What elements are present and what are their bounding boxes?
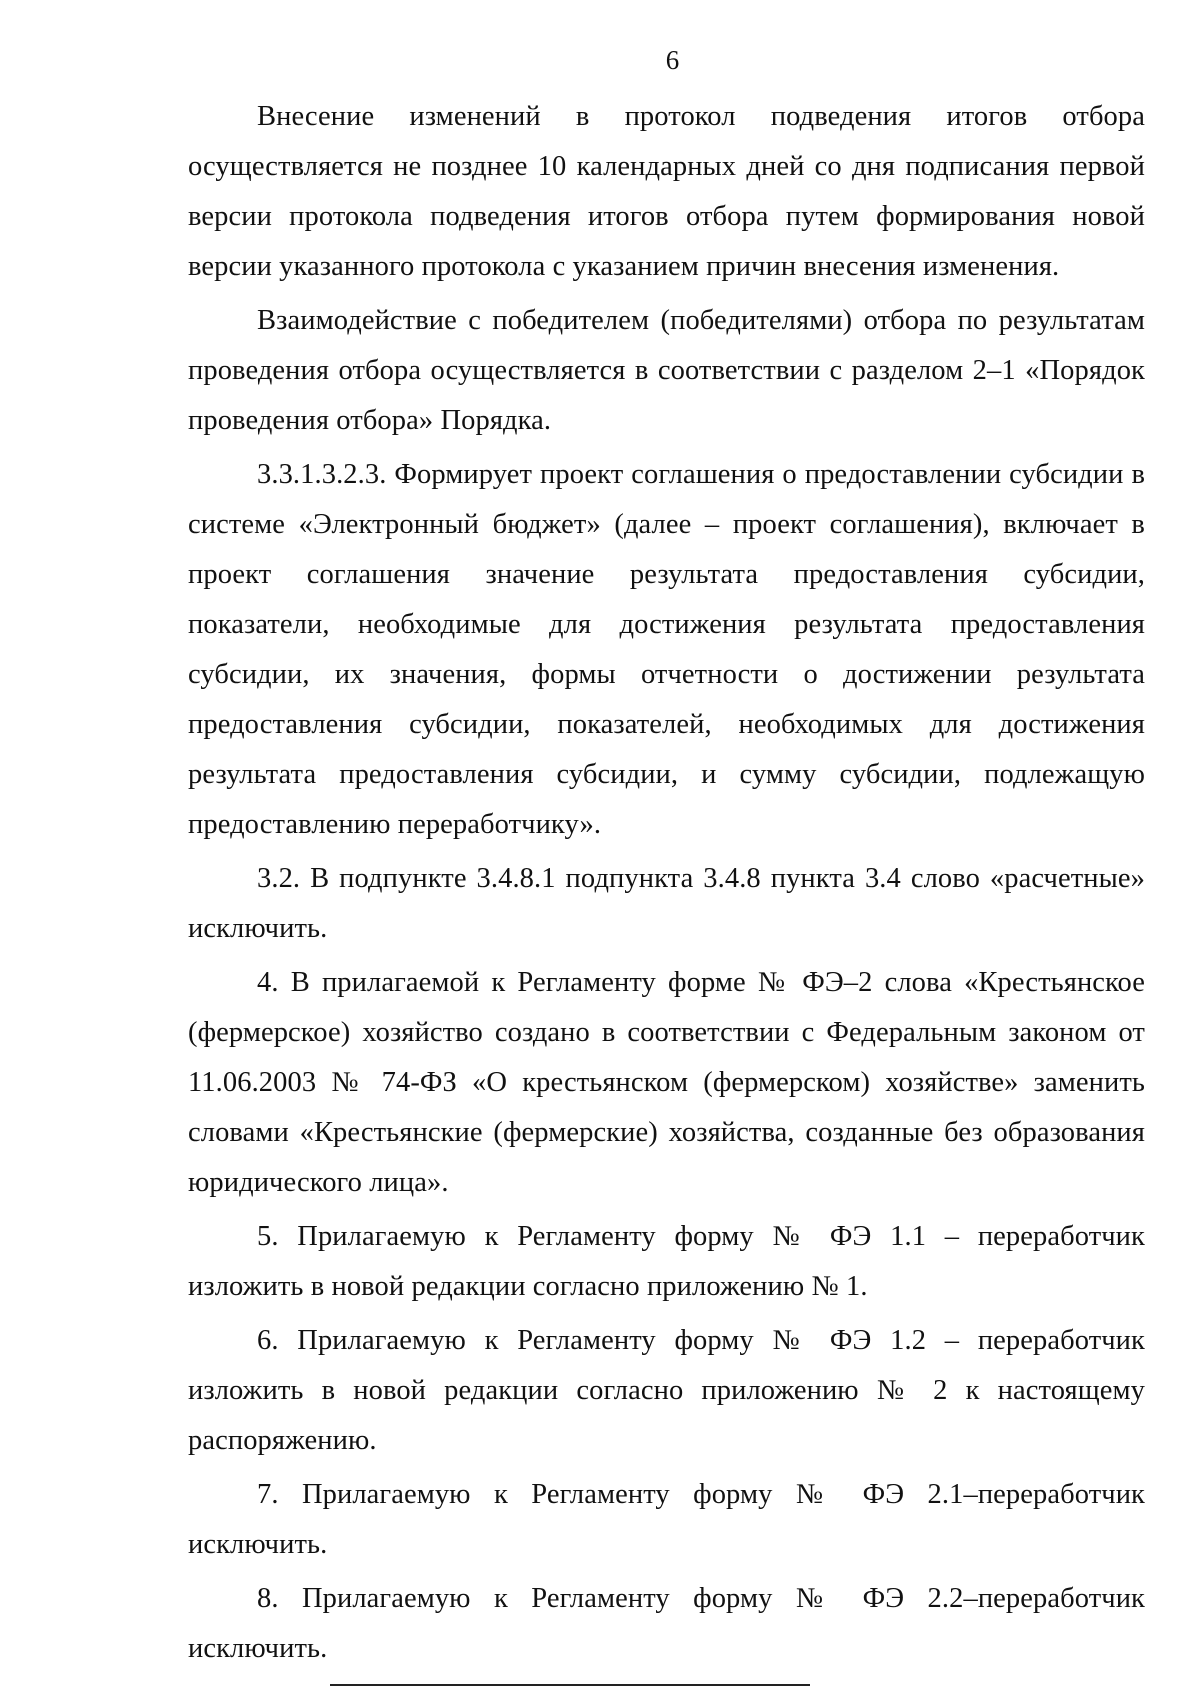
document-body <box>188 92 1145 1678</box>
paragraph-8: 8. Прилагаемую к Регламенту форму № ФЭ 2.2–переработчик исключить. <box>188 1583 1145 1664</box>
paragraph-3-3-1-3-2-3: 3.3.1.3.2.3. Формирует проект соглашения о предоставлении субсидии в системе «Электронный бюджет» (далее – проект соглашения), включает в проект соглашения значение результата предоставления субсидии, показатели, необходимые для достижения результата предоставления субсидии, их значения, формы отчетности о достижении результата предоставления субсидии, показателей, необходимых для достижения результата предоставления субсидии, и сумму субсидии, подлежащую предоставлению переработчику». <box>188 459 1145 840</box>
paragraph-5: 5. Прилагаемую к Регламенту форму № ФЭ 1.1 – переработчик изложить в новой редакции согласно приложению № 1. <box>188 1221 1145 1302</box>
bottom-divider <box>330 1684 810 1686</box>
paragraph-3-2: 3.2. В подпункте 3.4.8.1 подпункта 3.4.8 пункта 3.4 слово «расчетные» исключить. <box>188 863 1145 944</box>
paragraph-7: 7. Прилагаемую к Регламенту форму № ФЭ 2.1–переработчик исключить. <box>188 1479 1145 1560</box>
paragraph-winner-interaction: Взаимодействие с победителем (победителями) отбора по результатам проведения отбора осуществляется в соответствии с разделом 2–1 «Порядок проведения отбора» Порядка. <box>188 305 1145 436</box>
paragraph-protocol-changes: Внесение изменений в протокол подведения итогов отбора осуществляется не позднее 10 календарных дней со дня подписания первой версии протокола подведения итогов отбора путем формирования новой версии указанного протокола с указанием причин внесения изменения. <box>188 101 1145 282</box>
page-number: 6 <box>665 45 680 75</box>
paragraph-4: 4. В прилагаемой к Регламенту форме № ФЭ–2 слова «Крестьянское (фермерское) хозяйство создано в соответствии с Федеральным законом от 11.06.2003 № 74-ФЗ «О крестьянском (фермерском) хозяйстве» заменить словами «Крестьянские (фермерские) хозяйства, созданные без образования юридического лица». <box>188 967 1145 1198</box>
paragraph-6: 6. Прилагаемую к Регламенту форму № ФЭ 1.2 – переработчик изложить в новой редакции согласно приложению № 2 к настоящему распоряжению. <box>188 1325 1145 1456</box>
